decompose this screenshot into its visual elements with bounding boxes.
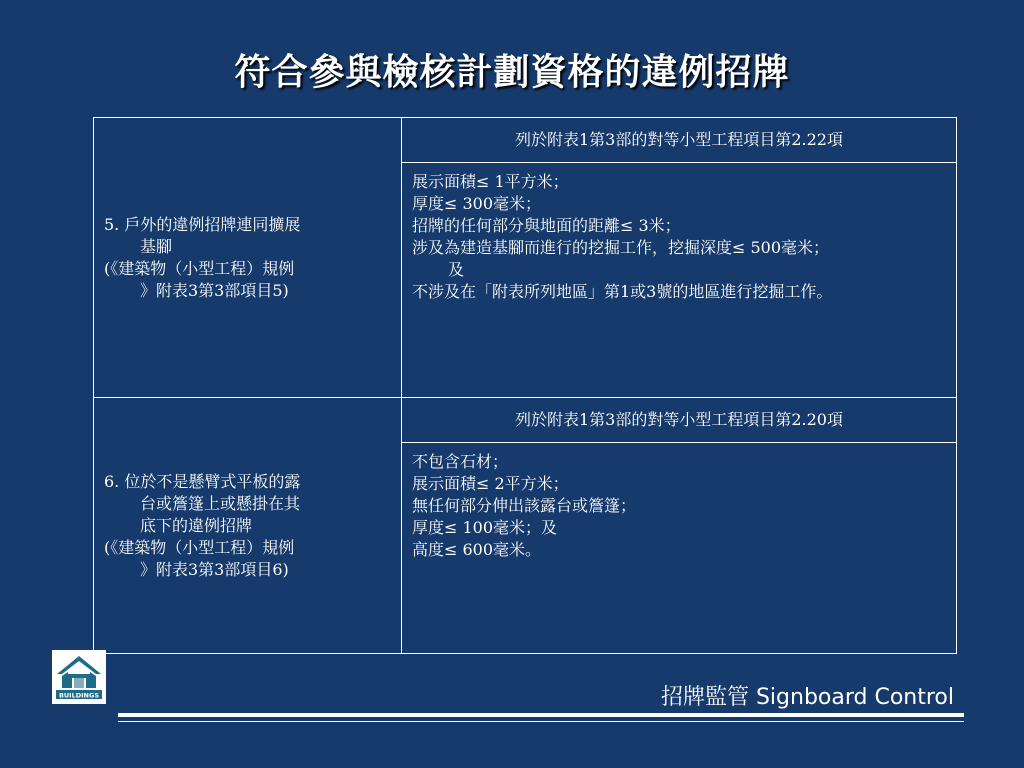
item-cell <box>94 118 402 398</box>
condition-line: 無任何部分伸出該露台或簷篷； <box>412 496 637 515</box>
condition-line: 厚度≤ 100毫米；及 <box>412 518 558 537</box>
item-title-cont: 底下的違例招牌 <box>140 515 253 535</box>
condition-line: 厚度≤ 300毫米； <box>412 194 542 213</box>
condition-line: 不包含石材； <box>412 452 509 471</box>
item-cell <box>94 398 402 654</box>
footer-divider-thin <box>118 721 964 722</box>
item-reference: (《建築物（小型工程）規例 <box>104 537 295 557</box>
item-title-cont: 台或簷篷上或懸掛在其 <box>140 493 301 513</box>
item-reference-cont: 》附表3第3部項目6) <box>140 559 289 579</box>
buildings-department-logo-icon <box>52 650 106 704</box>
condition-line: 不涉及在「附表所列地區」第1或3號的地區進行挖掘工作。 <box>412 282 833 301</box>
condition-line: 涉及為建造基腳而進行的挖掘工作，挖掘深度≤ 500毫米； <box>412 238 830 257</box>
footer-label: 招牌監管 Signboard Control <box>660 685 954 710</box>
condition-line: 展示面積≤ 1平方米； <box>412 172 569 191</box>
conditions-cell <box>402 443 957 654</box>
condition-line: 高度≤ 600毫米。 <box>412 540 542 559</box>
condition-line: 招牌的任何部分與地面的距離≤ 3米； <box>412 216 681 235</box>
item-title: 6. 位於不是懸臂式平板的露 <box>104 471 301 491</box>
table-row <box>94 118 957 163</box>
conditions-cell <box>402 163 957 398</box>
item-title: 5. 戶外的違例招牌連同擴展 <box>104 214 301 234</box>
logo-text: BUILDINGS <box>58 691 100 700</box>
condition-line: 及 <box>448 260 465 279</box>
item-reference: (《建築物（小型工程）規例 <box>104 258 295 278</box>
item-reference-cont: 》附表3第3部項目5) <box>140 280 289 300</box>
item-title-cont: 基腳 <box>140 236 173 256</box>
minor-works-header: 列於附表1第3部的對等小型工程項目第2.22項 <box>402 118 957 163</box>
condition-line: 展示面積≤ 2平方米； <box>412 474 569 493</box>
minor-works-header: 列於附表1第3部的對等小型工程項目第2.20項 <box>402 398 957 443</box>
eligibility-table <box>93 117 957 654</box>
table-row <box>94 398 957 443</box>
slide-title: 符合參與檢核計劃資格的違例招牌 <box>234 52 790 93</box>
footer-divider <box>118 713 964 717</box>
